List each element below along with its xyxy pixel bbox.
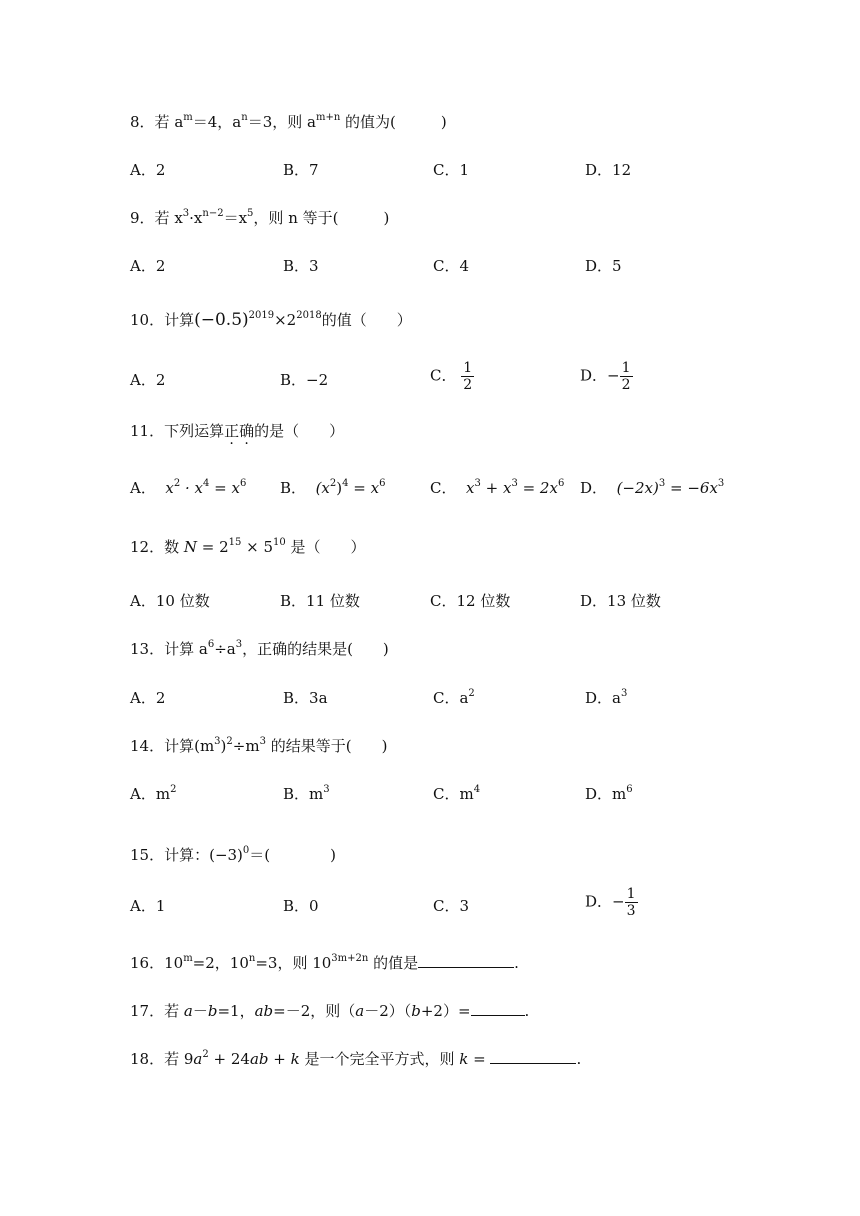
option-a: A．10 位数 — [130, 592, 210, 610]
option-b: B．−2 — [280, 371, 329, 389]
option-d: D． $(-2x)^3 = -6x^3$ — [580, 478, 725, 497]
option-a: A．2 — [130, 689, 166, 707]
option-b: B．11 位数 — [280, 592, 360, 610]
option-d: D．− $\frac{1}{3}$ — [585, 886, 636, 919]
question-11: 11．下列运算正确的是（ ） — [130, 422, 345, 440]
question-18: 18．若 $9a^2 + 24ab + k$ 是一个完全平方式，则 k = . — [130, 1049, 582, 1068]
option-d: D．$m^6$ — [585, 784, 633, 803]
option-d: D．− $\frac{1}{2}$ — [580, 360, 631, 393]
answer-blank[interactable] — [418, 953, 514, 968]
question-17: 17．若 a－b=1，ab=－2，则（a－2）（b+2）= . — [130, 1002, 530, 1020]
option-c: C．3 — [433, 897, 470, 915]
fraction: $\frac{1}{2}$ — [621, 360, 631, 393]
option-a: A．2 — [130, 161, 166, 179]
option-d: D．5 — [585, 257, 622, 275]
option-c: C． $x^3 + x^3 = 2x^6$ — [430, 478, 565, 497]
option-c: C． $\frac{1}{2}$ — [430, 360, 473, 393]
option-a: A．2 — [130, 257, 166, 275]
option-c: C．$a^2$ — [433, 688, 475, 707]
option-c: C．$m^4$ — [433, 784, 481, 803]
question-14: 14．计算$(m^3)^2\div m^3$ 的结果等于( ) — [130, 736, 388, 755]
option-a: A．2 — [130, 371, 166, 389]
option-b: B．3a — [283, 689, 328, 707]
answer-blank[interactable] — [471, 1001, 525, 1016]
option-b: B． $(x^2)^4 = x^6$ — [280, 478, 386, 497]
option-c: C．4 — [433, 257, 470, 275]
option-c: C．1 — [433, 161, 470, 179]
question-9: 9．若 $x^3\cdot x^{n-2}=x^5$，则 n 等于( ) — [130, 208, 390, 227]
question-12: 12．数 $N = 2^{15} \times 5^{10}$ 是（ ） — [130, 537, 366, 556]
option-b: B．3 — [283, 257, 319, 275]
question-8: 8．若 $a^m=4$，$a^n=3$，则 $a^{m+n}$ 的值为( ) — [130, 112, 447, 131]
option-a: A． $x^2 \cdot x^4 = x^6$ — [130, 478, 247, 497]
option-c: C．12 位数 — [430, 592, 511, 610]
question-15: 15．计算：$(-3)^0=$( ) — [130, 845, 337, 864]
question-13: 13．计算 $a^6\div a^3$，正确的结果是( ) — [130, 639, 389, 658]
option-b: B．0 — [283, 897, 319, 915]
option-a: A．1 — [130, 897, 166, 915]
fraction: $\frac{1}{3}$ — [626, 886, 636, 919]
option-d: D．$a^3$ — [585, 688, 628, 707]
answer-blank[interactable] — [490, 1049, 576, 1064]
option-a: A．$m^2$ — [130, 784, 177, 803]
option-d: D．13 位数 — [580, 592, 661, 610]
question-10: 10．计算$(-0.5)^{2019}\times 2^{2018}$的值（ ） — [130, 310, 412, 330]
option-b: B．$m^3$ — [283, 784, 330, 803]
option-d: D．12 — [585, 161, 632, 179]
option-b: B．7 — [283, 161, 319, 179]
fraction: $\frac{1}{2}$ — [463, 360, 473, 393]
question-16: 16．$10^m=2$，$10^n=3$，则 $10^{3m+2n}$ 的值是 . — [130, 953, 519, 972]
